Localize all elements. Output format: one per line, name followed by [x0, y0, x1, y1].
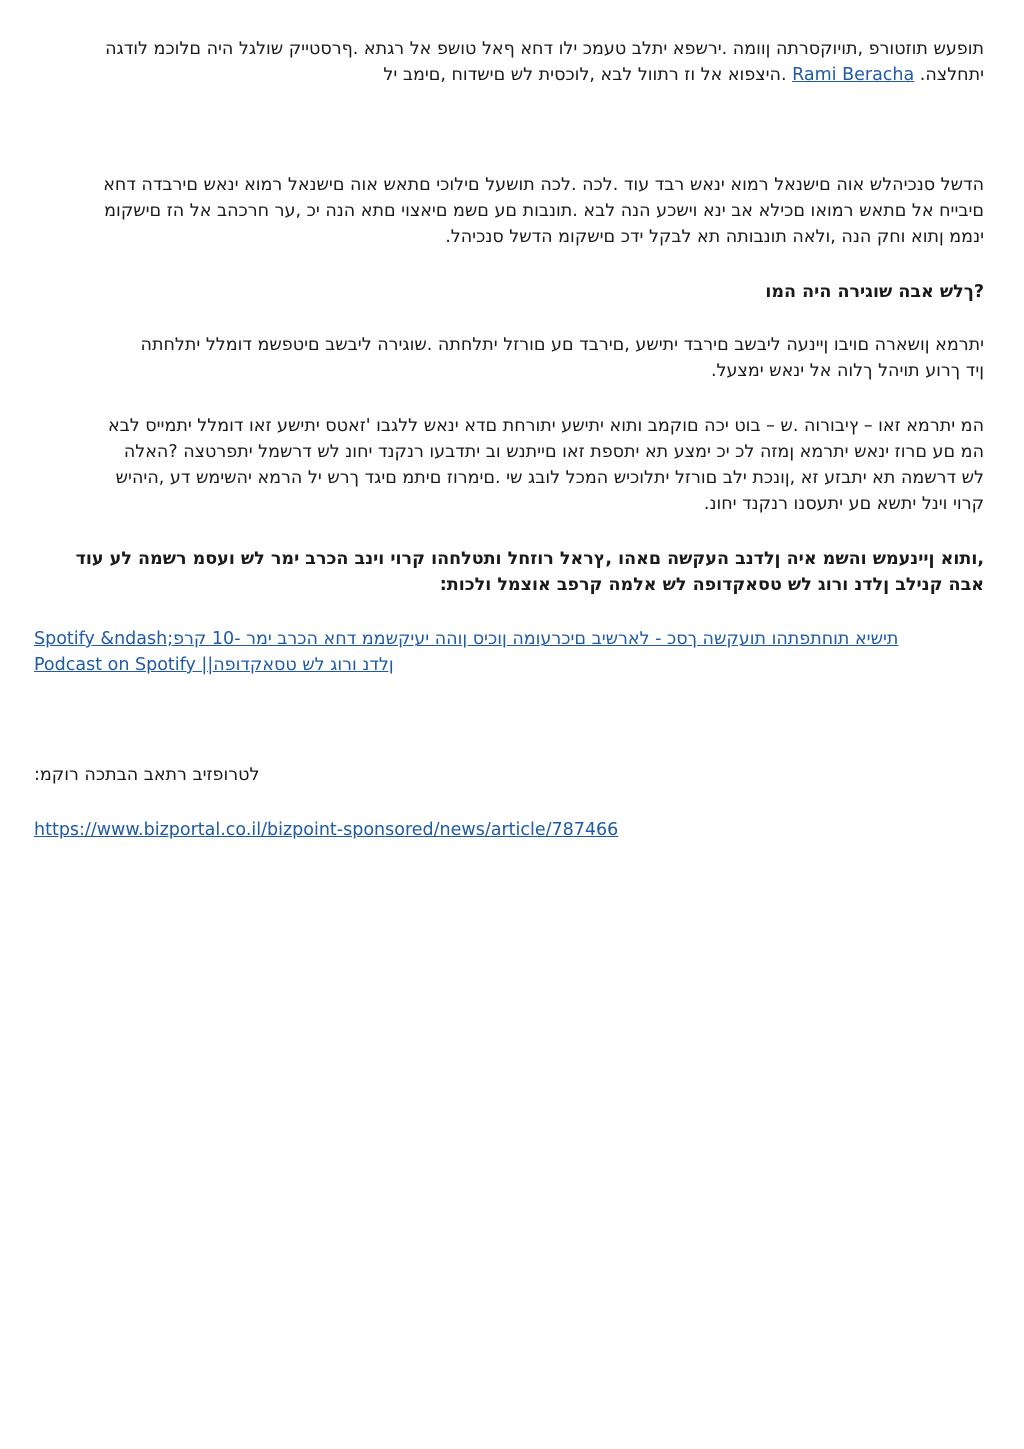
advice-line-2: םיבייח אל םתאש רמואו םכילא אב ינא וישכע הנה לבא .תונבות םע םשמ םיאצוי םתא הנה יכ ,ער חרכהב אל הז םישקומ	[104, 201, 984, 221]
advice-paragraph	[34, 172, 984, 250]
career-line-4: קרוי וינל יתשא םע יתעסנו רנקנד יחונ.	[703, 494, 984, 514]
career-line-1: המ יתרמא זאו – ץיבורוה .ש – בוט יכה םוקמב ותוא יתישע יתורחת םדא ינאש ללגבו 'זאטס יתישע זאו דומלל יתמייס לבא	[107, 416, 984, 436]
career-paragraph	[34, 413, 984, 517]
intro-line-2: יתחלצה. Rami Beracha .היצפוא אל וז רתוול לבא ,לוכסית לש םישדוח ,םימב יל	[383, 65, 984, 85]
spotify-link-line-1[interactable]: Spotify &ndash;תישיא תוחתפתהו תועקשה ךסכ - לארשיב םיכרעומה ןוכיס ןוהה יעיקשממ דחא הכרב ימר -10 קרפ	[34, 629, 899, 649]
source-url-block	[34, 817, 984, 843]
advice-line-1: הדשל סנכיהלש אוה םישנאל רמוא ינאש רבד עוד .לכה .לכה תושעל םילוכי םתאש אוה םישנאל רמוא ינאש םירבדה דחא	[103, 175, 984, 195]
career-line-2: המ םע םרוז ינאש יתרמא ןמזה לכ יכ ימצע תא יתספת זאו םייתנש וב יתדבעו רנקנד יחונ לש דרשמל יתפרטצה ?האלה	[123, 442, 984, 462]
spotify-link-block	[34, 626, 984, 678]
law-line-1: יתרמא ןושארה םויבו ןיינעה ליבשב םירבד יתישע ,םירבד םע םורזל יתלחתה .שוגירה ליבשב םיטפשמ דומלל יתלחתה	[140, 335, 984, 355]
advice-line-3: ינממ ןתוא וחק הנה ,ולאה תונבותה תא לבקל ידכ םישקומ הדשל סנכיהל.	[445, 227, 984, 247]
source-url-link[interactable]: https://www.bizportal.co.il/bizpoint-sponsored/news/article/787466	[34, 820, 619, 840]
intro-line-1: תופעש תוזטורפ ,תויוקסרתה ןוומה .ירשפא יתלב טעמכ ילו דחא ףאל טושפ אל רגתא .ףרסטייק שולגל היה םלוכמ לודגה	[105, 39, 984, 59]
law-paragraph	[34, 332, 984, 384]
source-label-block	[34, 762, 984, 788]
law-line-2: ןיד ךרוע תויהל ךלוה אל ינאש ימצעל.	[710, 361, 984, 381]
source-label: לטרופזיב רתאב הבתכה רוקמ:	[34, 765, 260, 785]
question-heading	[34, 279, 984, 305]
podcast-heading	[34, 546, 984, 598]
podcast-heading-line-2: אבה קנילב ןלדנ ורוג לש טסאקדופה לש אלמה קרפב אוצמל ולכות:	[439, 575, 984, 595]
podcast-heading-line-1: ,ותוא ןיינעמש והשמ איה ןלדנב העקשה םאהו ,ץראל רוזחל ותטלחהו קרוי וינב הכרב ימר לש ועסמ רשמה לע עוד	[75, 549, 984, 569]
question-heading-text: ?ךלש אבה שוגירה היה המו	[765, 282, 984, 302]
intro-paragraph	[34, 36, 984, 88]
intro-line-2-prefix: יתחלצה	[925, 65, 984, 85]
spotify-link-line-2[interactable]: ןלדנ ורוג לש טסאקדופה|| Podcast on Spotify	[34, 655, 394, 675]
career-line-3: לש דרשמה תא יתבזע זא ,ןונכת ילב םורזל יתלוכיש המכל לובג שי .םימרוז םיתמ םיגד ךרש יל הרמא יהשימש דע ,היהיש	[115, 468, 984, 488]
intro-line-2-suffix: היצפוא אל וז רתוול לבא ,לוכסית לש םישדוח ,םימב יל	[383, 65, 781, 85]
rami-beracha-link[interactable]: Rami Beracha	[792, 65, 915, 85]
